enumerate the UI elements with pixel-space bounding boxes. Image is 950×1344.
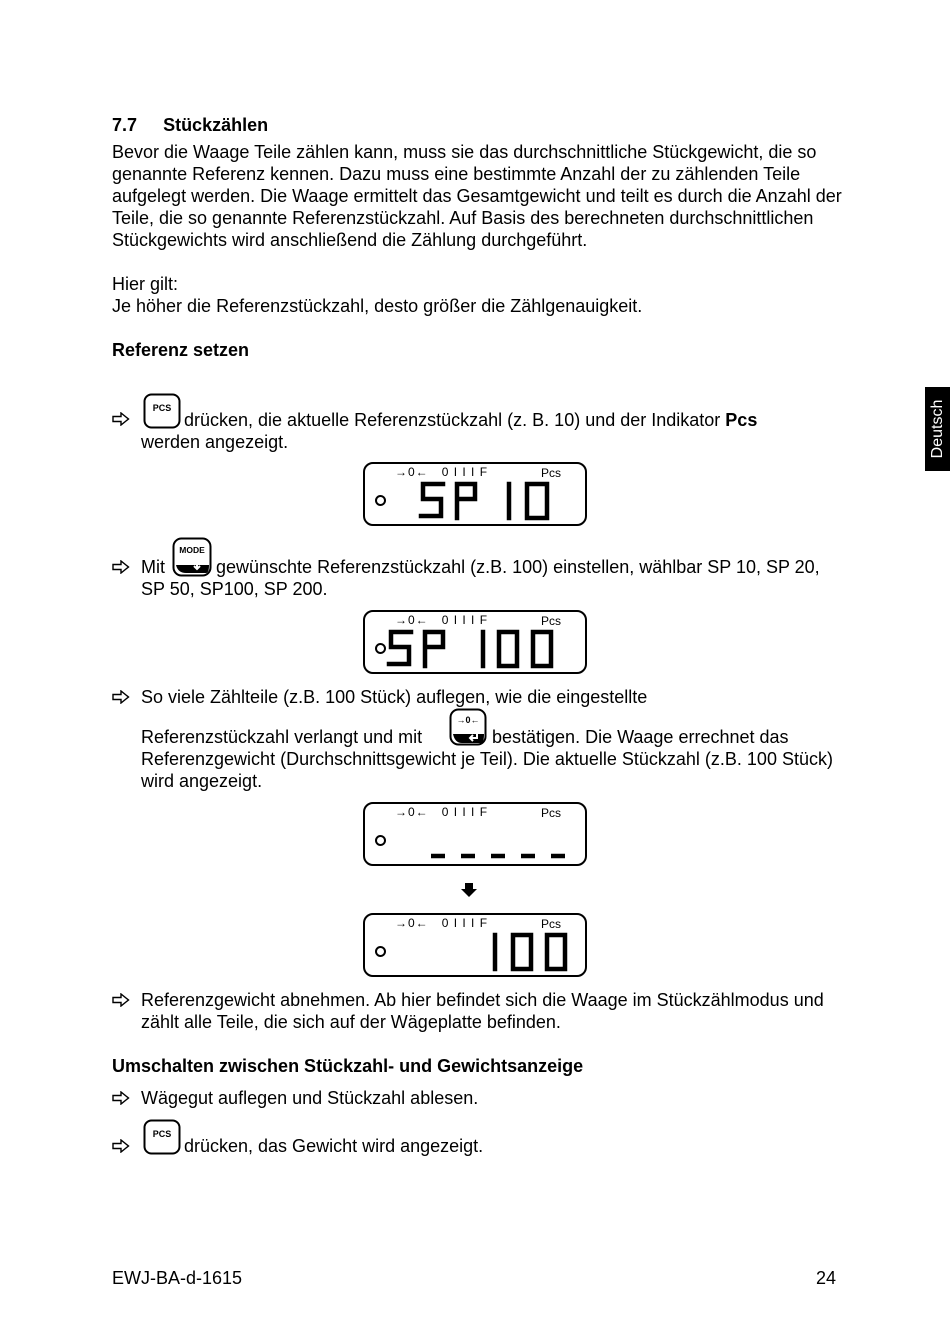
pcs-key-icon (143, 1119, 181, 1155)
language-tab-label: Deutsch (928, 399, 946, 459)
pcs-indicator: Pcs (540, 466, 561, 480)
pcs-indicator: Pcs (540, 806, 561, 820)
pcs-indicator: Pcs (540, 614, 561, 628)
display-value-dashes (423, 818, 573, 862)
bullet-arrow-icon (112, 993, 130, 1007)
intro-paragraph: Bevor die Waage Teile zählen kann, muss sie das durchschnittliche Stückgewicht, die so genannte Referenz kennen. Dazu muss eine bestimmte Anzahl der zu zählenden Teile aufgelegt werden. Die Waage ermittelt das Gesamtgewicht und teilt es durch die Anzahl der Teile, die so genannte Referenzstückzahl. Auf Basis des berechneten durchschnittlichen Stückgewichts wird anschließend die Zählung durchgeführt. (112, 142, 842, 250)
indicator-row: →0← 0 I I I F (395, 613, 489, 627)
footer-doc-id: EWJ-BA-d-1615 (112, 1268, 243, 1288)
bullet-arrow-icon (112, 560, 130, 574)
status-dot-icon (375, 495, 386, 506)
scale-display-2 (363, 610, 587, 674)
display-value-sp10 (413, 478, 573, 522)
subsection-umschalten-title: Umschalten zwischen Stückzahl- und Gewichtsanzeige (112, 1056, 584, 1076)
pcs-key-icon (143, 393, 181, 429)
pcs-key-label: PCS (152, 403, 172, 413)
pcs-indicator: Pcs (540, 917, 561, 931)
step-3-line1: So viele Zählteile (z.B. 100 Stück) auflegen, wie die eingestellte (141, 687, 648, 707)
step-3-prefix: Referenzstückzahl verlangt und mit (141, 727, 423, 747)
step-3-text: bestätigen. Die Waage errechnet das Referenzgewicht (Durchschnittsgewicht je Teil). Die aktuelle Stückzahl (z.B. 100 Stück) wird angezeigt. (141, 727, 833, 791)
step-6-text: drücken, das Gewicht wird angezeigt. (184, 1136, 484, 1156)
down-arrow-icon (460, 882, 478, 898)
step-5-text: Wägegut auflegen und Stückzahl ablesen. (141, 1088, 479, 1108)
scale-display-4 (363, 913, 587, 977)
rule-label: Hier gilt: (112, 274, 179, 294)
language-tab (925, 387, 950, 471)
bullet-arrow-icon (112, 1091, 130, 1105)
indicator-row: →0← 0 I I I F (395, 465, 489, 479)
scale-display-3 (363, 802, 587, 866)
bullet-arrow-icon (112, 412, 130, 426)
bullet-arrow-icon (112, 1139, 130, 1153)
display-value-100 (483, 929, 573, 973)
rule-text: Je höher die Referenzstückzahl, desto größer die Zählgenauigkeit. (112, 296, 643, 316)
step-2-text: gewünschte Referenzstückzahl (z.B. 100) einstellen, wählbar SP 10, SP 20, SP 50, SP100, SP 200. (141, 557, 820, 599)
step-1-text-cont: werden angezeigt. (136, 432, 289, 452)
bullet-arrow-icon (112, 690, 130, 704)
section-number: 7.7 (112, 115, 138, 135)
status-dot-icon (375, 946, 386, 957)
step-2-prefix: Mit (141, 557, 165, 577)
step-4-text: Referenzgewicht abnehmen. Ab hier befindet sich die Waage im Stückzählmodus und zählt alle Teile, die sich auf der Wägeplatte befinden. (141, 990, 824, 1032)
step-1-text: drücken, die aktuelle Referenzstückzahl (z. B. 10) und der Indikator Pcs (184, 410, 758, 430)
section-heading (112, 114, 268, 136)
section-title: Stückzählen (163, 115, 269, 135)
pcs-key-label: PCS (152, 1129, 172, 1139)
scale-display-1 (363, 462, 587, 526)
footer-page-number: 24 (815, 1268, 836, 1288)
subsection-referenz-title: Referenz setzen (112, 340, 250, 360)
tare-key-label: →0← (456, 715, 480, 725)
status-dot-icon (375, 835, 386, 846)
mode-key-label: MODE (179, 545, 205, 555)
indicator-row: →0← 0 I I I F (395, 805, 489, 819)
indicator-row: →0← 0 I I I F (395, 916, 489, 930)
display-value-sp100 (383, 626, 573, 670)
